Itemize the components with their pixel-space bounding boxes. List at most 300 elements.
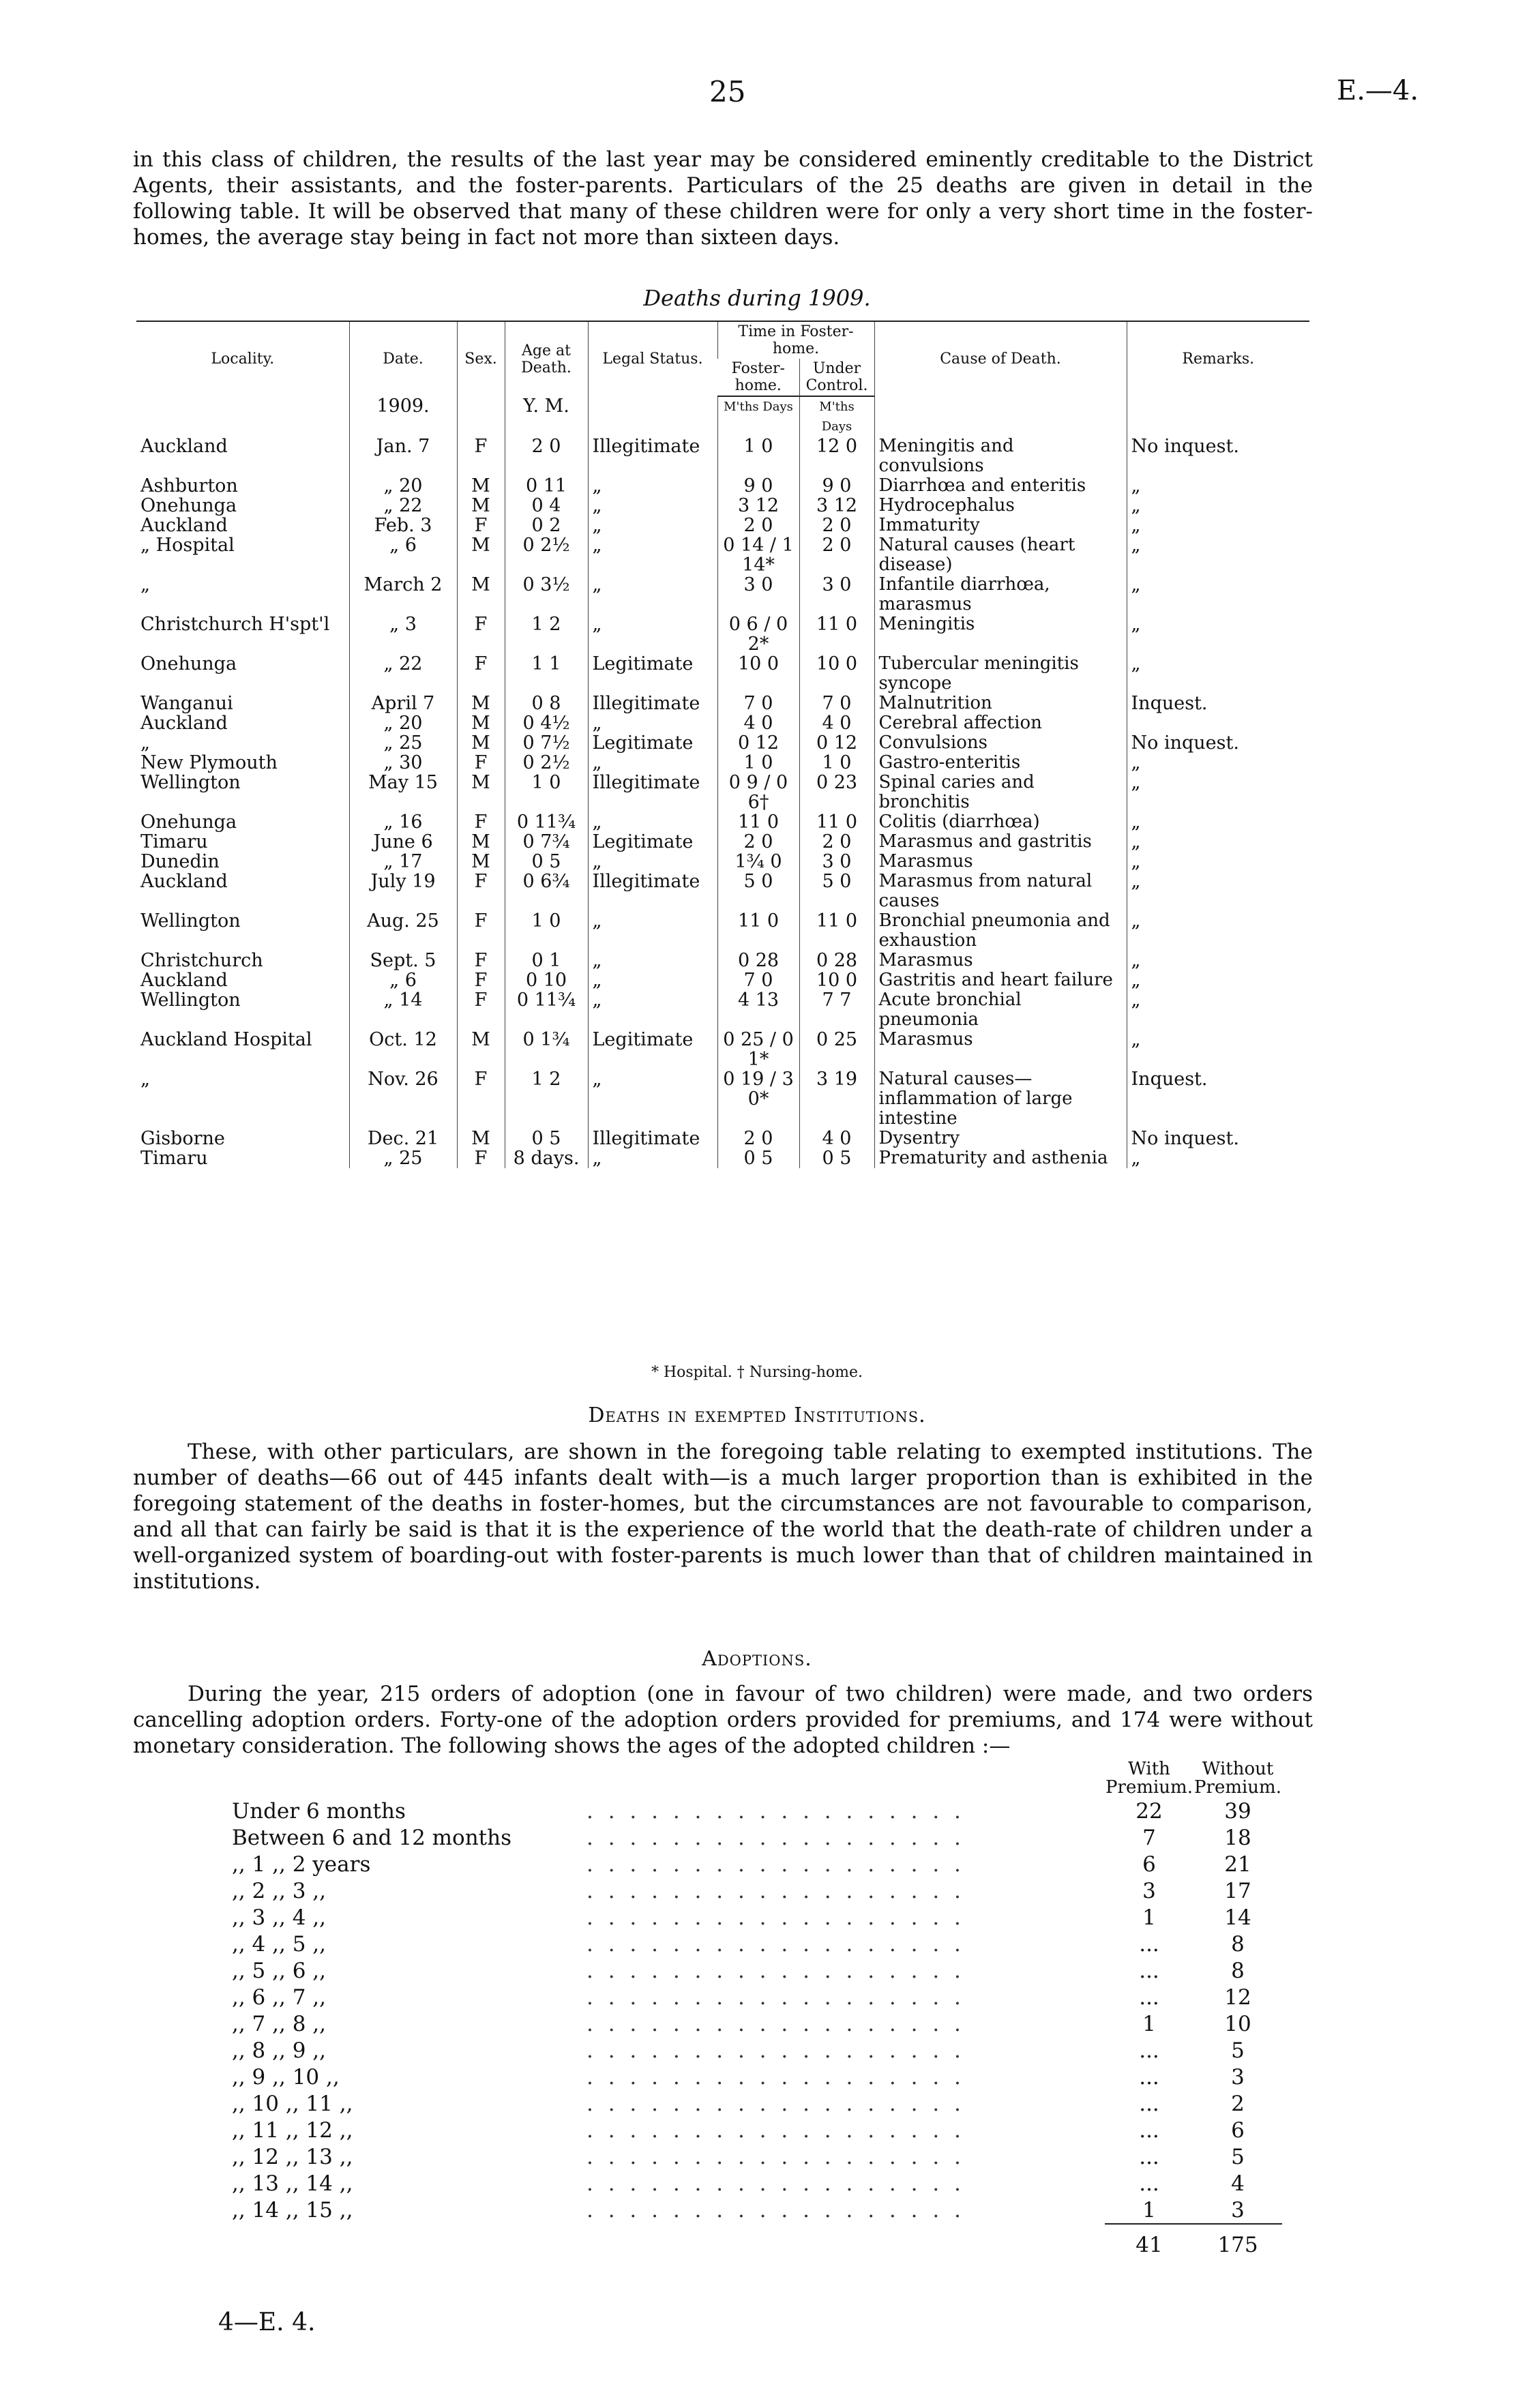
row-cause: Marasmus — [874, 1030, 1127, 1069]
without-premium-count: 14 — [1224, 1905, 1251, 1930]
row-cause: Convulsions — [874, 733, 1127, 753]
row-age: 0 2 — [505, 516, 588, 535]
row-age: 0 10 — [505, 970, 588, 990]
age-units: Y. M. — [505, 396, 588, 436]
row-age: 0 11 — [505, 476, 588, 496]
row-locality: Auckland — [140, 436, 228, 457]
row-under-control: 7 7 — [799, 990, 874, 1030]
row-remarks: „ — [1127, 852, 1309, 872]
row-sex: F — [457, 872, 505, 911]
row-legal-status: Illegitimate — [588, 694, 717, 713]
row-cause: Gastro-enteritis — [874, 753, 1127, 773]
list-item — [232, 2010, 1282, 2037]
leader-dots: . . . . . . . . . . . . . . . . . . — [587, 1878, 965, 1903]
without-premium-count: 5 — [1231, 2144, 1245, 2169]
table-row — [136, 872, 1309, 911]
row-under-control: 1 0 — [799, 753, 874, 773]
row-sex: M — [457, 773, 505, 812]
row-remarks: „ — [1127, 516, 1309, 535]
row-age: 0 5 — [505, 1129, 588, 1148]
row-sex: F — [457, 436, 505, 476]
row-age: 0 2½ — [505, 753, 588, 773]
row-foster-home: 3 12 — [717, 496, 799, 516]
row-remarks: No inquest. — [1127, 1129, 1309, 1148]
without-premium-count: 18 — [1224, 1825, 1251, 1850]
row-legal-status: „ — [588, 575, 717, 614]
table-row — [136, 773, 1309, 812]
without-premium-count: 5 — [1231, 2038, 1245, 2063]
row-legal-status: „ — [588, 476, 717, 496]
list-item — [232, 1824, 1282, 1851]
row-sex: F — [457, 911, 505, 951]
row-remarks: Inquest. — [1127, 1069, 1309, 1129]
with-premium-count: ... — [1139, 2064, 1159, 2090]
row-age: 1 0 — [505, 773, 588, 812]
header-remarks: Remarks. — [1127, 321, 1309, 396]
row-age: 0 7½ — [505, 733, 588, 753]
row-date: „ 17 — [349, 852, 457, 872]
row-locality: Dunedin — [140, 851, 220, 872]
list-item — [232, 2117, 1282, 2143]
row-under-control: 11 0 — [799, 911, 874, 951]
row-date: „ 20 — [349, 713, 457, 733]
row-date: Aug. 25 — [349, 911, 457, 951]
row-cause: Colitis (diarrhœa) — [874, 812, 1127, 832]
table-row — [136, 496, 1309, 516]
exempted-paragraph: These, with other particulars, are shown in the foregoing table relating to exempted institutions. The number of deaths—66 out of 445 infants dealt with—is a much larger proportion than is exhibited in the foregoing statement of the deaths in foster-homes, but the circumstances are not favourable to comparison, and all that can fairly be said is that it is the experience of the world that the death-rate of children under a well-organized system of boarding-out with foster-parents is much lower than that of children maintained in institutions. — [133, 1440, 1313, 1594]
row-legal-status: Illegitimate — [588, 872, 717, 911]
row-under-control: 4 0 — [799, 713, 874, 733]
row-locality: Wellington — [140, 772, 241, 793]
row-cause: Meningitis — [874, 614, 1127, 654]
leader-dots: . . . . . . . . . . . . . . . . . . — [587, 1825, 965, 1850]
row-date: „ 20 — [349, 476, 457, 496]
row-foster-home: 0 9 / 0 6† — [717, 773, 799, 812]
header-foster-home: Foster-home. — [717, 359, 799, 396]
with-premium-count: ... — [1139, 2144, 1159, 2169]
row-remarks: „ — [1127, 496, 1309, 516]
total-with-premium: 41 — [1105, 2224, 1193, 2258]
age-range-label: ,, 8 ,, 9 ,, — [232, 2038, 326, 2063]
row-remarks: No inquest. — [1127, 733, 1309, 753]
row-remarks: „ — [1127, 773, 1309, 812]
list-item — [232, 1877, 1282, 1904]
row-legal-status: Illegitimate — [588, 436, 717, 476]
leader-dots: . . . . . . . . . . . . . . . . . . — [587, 2144, 965, 2169]
row-under-control: 11 0 — [799, 614, 874, 654]
row-legal-status: „ — [588, 1069, 717, 1129]
row-under-control: 0 5 — [799, 1148, 874, 1168]
row-age: 1 0 — [505, 911, 588, 951]
row-locality: Auckland — [140, 713, 228, 734]
row-age: 1 1 — [505, 654, 588, 694]
row-foster-home: 7 0 — [717, 694, 799, 713]
row-sex: M — [457, 496, 505, 516]
table-row — [136, 970, 1309, 990]
row-date: „ 25 — [349, 1148, 457, 1168]
row-under-control: 0 12 — [799, 733, 874, 753]
row-age: 0 11¾ — [505, 812, 588, 832]
adoption-ages-body — [232, 1798, 1282, 2224]
row-sex: F — [457, 990, 505, 1030]
row-foster-home: 2 0 — [717, 832, 799, 852]
row-foster-home: 1¾ 0 — [717, 852, 799, 872]
row-locality: Auckland — [140, 871, 228, 892]
leader-dots: . . . . . . . . . . . . . . . . . . — [587, 2117, 965, 2143]
row-date: Oct. 12 — [349, 1030, 457, 1069]
row-legal-status: „ — [588, 753, 717, 773]
row-foster-home: 0 25 / 0 1* — [717, 1030, 799, 1069]
list-item — [232, 1984, 1282, 2010]
row-locality: Wellington — [140, 910, 241, 932]
age-range-label: ,, 10 ,, 11 ,, — [232, 2091, 353, 2116]
row-locality: Wanganui — [140, 693, 233, 714]
with-premium-count: ... — [1139, 2038, 1159, 2063]
row-foster-home: 1 0 — [717, 753, 799, 773]
leader-dots: . . . . . . . . . . . . . . . . . . — [587, 1931, 965, 1957]
row-legal-status: „ — [588, 614, 717, 654]
without-premium-count: 6 — [1231, 2117, 1245, 2143]
row-age: 0 4½ — [505, 713, 588, 733]
row-cause: Cerebral affection — [874, 713, 1127, 733]
row-cause: Spinal caries and bronchitis — [874, 773, 1127, 812]
row-remarks: „ — [1127, 753, 1309, 773]
row-under-control: 2 0 — [799, 832, 874, 852]
row-age: 0 2½ — [505, 535, 588, 575]
row-foster-home: 11 0 — [717, 812, 799, 832]
row-cause: Bronchial pneumonia and exhaustion — [874, 911, 1127, 951]
row-under-control: 0 23 — [799, 773, 874, 812]
row-legal-status: „ — [588, 990, 717, 1030]
row-remarks — [1127, 713, 1309, 733]
row-age: 0 3½ — [505, 575, 588, 614]
row-under-control: 4 0 — [799, 1129, 874, 1148]
table-row — [136, 812, 1309, 832]
row-locality: Auckland — [140, 970, 228, 991]
row-sex: F — [457, 1148, 505, 1168]
table-row — [136, 535, 1309, 575]
without-premium-count: 17 — [1224, 1878, 1251, 1903]
with-premium-count: ... — [1139, 2117, 1159, 2143]
row-date: „ 22 — [349, 654, 457, 694]
row-cause: Dysentry — [874, 1129, 1127, 1148]
document-reference: E.—4. — [1337, 75, 1419, 106]
without-premium-count: 39 — [1224, 1798, 1251, 1824]
with-premium-count: ... — [1139, 1958, 1159, 1983]
row-foster-home: 10 0 — [717, 654, 799, 694]
header-date: Date. — [349, 321, 457, 396]
without-premium-count: 12 — [1224, 1985, 1251, 2010]
row-locality: New Plymouth — [140, 752, 278, 773]
without-premium-count: 2 — [1231, 2091, 1245, 2116]
row-foster-home: 0 5 — [717, 1148, 799, 1168]
row-cause: Hydrocephalus — [874, 496, 1127, 516]
row-locality: Auckland — [140, 515, 228, 536]
row-sex: F — [457, 812, 505, 832]
row-age: 0 8 — [505, 694, 588, 713]
row-date: May 15 — [349, 773, 457, 812]
row-sex: M — [457, 852, 505, 872]
without-premium-count: 8 — [1231, 1958, 1245, 1983]
header-locality: Locality. — [136, 321, 349, 396]
leader-dots: . . . . . . . . . . . . . . . . . . — [587, 2198, 965, 2223]
leader-dots: . . . . . . . . . . . . . . . . . . — [587, 1798, 965, 1824]
row-remarks: „ — [1127, 872, 1309, 911]
row-sex: F — [457, 970, 505, 990]
row-date: June 6 — [349, 832, 457, 852]
row-sex: F — [457, 1069, 505, 1129]
row-locality: Christchurch — [140, 950, 263, 971]
row-age: 2 0 — [505, 436, 588, 476]
table-row — [136, 694, 1309, 713]
header-sex: Sex. — [457, 321, 505, 396]
with-premium-count: 6 — [1142, 1852, 1156, 1877]
list-item — [232, 2143, 1282, 2170]
header-without-premium: Without Premium. — [1194, 1759, 1281, 1798]
row-remarks: „ — [1127, 970, 1309, 990]
row-age: 0 11¾ — [505, 990, 588, 1030]
row-legal-status: „ — [588, 496, 717, 516]
without-premium-count: 10 — [1224, 2011, 1251, 2036]
row-locality: Auckland Hospital — [140, 1029, 312, 1050]
row-age: 0 4 — [505, 496, 588, 516]
table-row — [136, 832, 1309, 852]
table-row — [136, 753, 1309, 773]
age-range-label: ,, 13 ,, 14 ,, — [232, 2171, 353, 2196]
header-legal-status: Legal Status. — [588, 321, 717, 396]
header-with-premium: With Premium. — [1105, 1759, 1193, 1798]
table-row — [136, 476, 1309, 496]
deaths-table-body — [136, 396, 1309, 1168]
table-row — [136, 733, 1309, 753]
row-remarks: „ — [1127, 832, 1309, 852]
year-label: 1909. — [349, 396, 457, 436]
row-legal-status: „ — [588, 911, 717, 951]
row-cause: Malnutrition — [874, 694, 1127, 713]
row-legal-status: Illegitimate — [588, 773, 717, 812]
adoptions-heading: Adoptions. — [702, 1647, 812, 1671]
row-locality: „ — [140, 1069, 150, 1090]
page-number: 25 — [709, 75, 746, 108]
age-range-label: ,, 6 ,, 7 ,, — [232, 1985, 326, 2010]
list-item — [232, 1851, 1282, 1877]
row-cause: Tubercular meningitis syncope — [874, 654, 1127, 694]
with-premium-count: ... — [1139, 1931, 1159, 1957]
table-row — [136, 990, 1309, 1030]
row-foster-home: 0 19 / 3 0* — [717, 1069, 799, 1129]
months-label: M'ths — [724, 400, 759, 414]
table-row — [136, 1069, 1309, 1129]
days-label: Days — [762, 400, 793, 414]
age-range-label: Under 6 months — [232, 1798, 406, 1824]
row-date: April 7 — [349, 694, 457, 713]
table-footnote: * Hospital. † Nursing-home. — [651, 1364, 863, 1381]
age-range-label: ,, 5 ,, 6 ,, — [232, 1958, 326, 1983]
months-label: M'ths — [819, 400, 855, 414]
row-under-control: 2 0 — [799, 535, 874, 575]
leader-dots: . . . . . . . . . . . . . . . . . . — [587, 2011, 965, 2036]
row-remarks: „ — [1127, 1030, 1309, 1069]
row-locality: Onehunga — [140, 812, 237, 833]
with-premium-count: ... — [1139, 2091, 1159, 2116]
row-remarks: „ — [1127, 951, 1309, 970]
row-sex: M — [457, 575, 505, 614]
row-sex: F — [457, 753, 505, 773]
row-under-control: 10 0 — [799, 654, 874, 694]
age-range-label: ,, 12 ,, 13 ,, — [232, 2144, 353, 2169]
row-under-control: 0 28 — [799, 951, 874, 970]
with-premium-count: 3 — [1142, 1878, 1156, 1903]
row-age: 8 days. — [505, 1148, 588, 1168]
row-legal-status: Legitimate — [588, 832, 717, 852]
row-cause: Marasmus from natural causes — [874, 872, 1127, 911]
row-age: 0 5 — [505, 852, 588, 872]
row-foster-home: 0 6 / 0 2* — [717, 614, 799, 654]
days-label: Days — [821, 419, 852, 434]
row-locality: Christchurch H'spt'l — [140, 614, 330, 635]
row-under-control: 3 12 — [799, 496, 874, 516]
table-row — [136, 1148, 1309, 1168]
row-foster-home: 0 14 / 1 14* — [717, 535, 799, 575]
row-remarks: „ — [1127, 535, 1309, 575]
row-legal-status: Legitimate — [588, 733, 717, 753]
units-row — [136, 396, 1309, 436]
total-without-premium: 175 — [1193, 2224, 1282, 2258]
table-row — [136, 852, 1309, 872]
age-range-label: ,, 9 ,, 10 ,, — [232, 2064, 340, 2090]
row-foster-home: 9 0 — [717, 476, 799, 496]
age-range-label: ,, 3 ,, 4 ,, — [232, 1905, 326, 1930]
row-date: „ 14 — [349, 990, 457, 1030]
row-foster-home: 2 0 — [717, 1129, 799, 1148]
table-row — [136, 436, 1309, 476]
row-age: 0 6¾ — [505, 872, 588, 911]
row-foster-home: 7 0 — [717, 970, 799, 990]
table-row — [136, 654, 1309, 694]
row-sex: F — [457, 654, 505, 694]
table-row — [136, 1129, 1309, 1148]
row-under-control: 10 0 — [799, 970, 874, 990]
leader-dots: . . . . . . . . . . . . . . . . . . — [587, 1852, 965, 1877]
row-legal-status: „ — [588, 713, 717, 733]
row-sex: M — [457, 733, 505, 753]
row-locality: Onehunga — [140, 653, 237, 674]
row-age: 1 2 — [505, 614, 588, 654]
row-age: 1 2 — [505, 1069, 588, 1129]
table-row — [136, 575, 1309, 614]
row-remarks: „ — [1127, 614, 1309, 654]
row-foster-home: 2 0 — [717, 516, 799, 535]
page-signature: 4—E. 4. — [218, 2308, 316, 2336]
row-locality: Onehunga — [140, 495, 237, 516]
row-date: July 19 — [349, 872, 457, 911]
row-remarks: „ — [1127, 1148, 1309, 1168]
list-item — [232, 1957, 1282, 1984]
adoptions-paragraph: During the year, 215 orders of adoption (one in favour of two children) were made, and two orders cancelling adoption orders. Forty-one of the adoption orders provided for premiums, and 174 were without monetary consideration. The following shows the ages of the adopted children :— — [133, 1682, 1313, 1758]
list-item — [232, 1904, 1282, 1931]
list-item — [232, 2037, 1282, 2064]
row-date: Feb. 3 — [349, 516, 457, 535]
age-range-label: ,, 14 ,, 15 ,, — [232, 2198, 353, 2223]
table-row — [136, 614, 1309, 654]
header-cause: Cause of Death. — [874, 321, 1127, 396]
intro-paragraph: in this class of children, the results of the last year may be considered eminently creditable to the District Agents, their assistants, and the foster-parents. Particulars of the 25 deaths are given in detail in the following table. It will be observed that many of these children were for only a very short time in the foster-homes, the average stay being in fact not more than sixteen days. — [133, 147, 1313, 250]
row-legal-status: Legitimate — [588, 1030, 717, 1069]
list-item — [232, 2170, 1282, 2197]
row-under-control: 3 19 — [799, 1069, 874, 1129]
row-date: Dec. 21 — [349, 1129, 457, 1148]
deaths-table-caption: Deaths during 1909. — [643, 285, 871, 311]
header-time-in-foster-home: Time in Foster-home. — [717, 321, 874, 359]
row-date: „ 30 — [349, 753, 457, 773]
row-remarks: „ — [1127, 654, 1309, 694]
list-item — [232, 2064, 1282, 2090]
row-sex: M — [457, 832, 505, 852]
row-date: „ 22 — [349, 496, 457, 516]
row-cause: Infantile diarrhœa, marasmus — [874, 575, 1127, 614]
row-remarks: „ — [1127, 812, 1309, 832]
row-age: 0 1¾ — [505, 1030, 588, 1069]
row-age: 0 7¾ — [505, 832, 588, 852]
row-under-control: 11 0 — [799, 812, 874, 832]
with-premium-count: ... — [1139, 1985, 1159, 2010]
table-row — [136, 516, 1309, 535]
with-premium-count: 1 — [1142, 2011, 1156, 2036]
row-date: March 2 — [349, 575, 457, 614]
age-range-label: ,, 4 ,, 5 ,, — [232, 1931, 326, 1957]
row-locality: Wellington — [140, 990, 241, 1011]
row-cause: Diarrhœa and enteritis — [874, 476, 1127, 496]
row-legal-status: „ — [588, 852, 717, 872]
list-item — [232, 1931, 1282, 1957]
row-under-control: 2 0 — [799, 516, 874, 535]
row-locality: Ashburton — [140, 475, 238, 496]
leader-dots: . . . . . . . . . . . . . . . . . . — [587, 2038, 965, 2063]
row-date: Sept. 5 — [349, 951, 457, 970]
row-sex: F — [457, 614, 505, 654]
row-under-control: 9 0 — [799, 476, 874, 496]
row-foster-home: 1 0 — [717, 436, 799, 476]
header-under-control: Under Control. — [799, 359, 874, 396]
leader-dots: . . . . . . . . . . . . . . . . . . — [587, 2171, 965, 2196]
row-foster-home: 11 0 — [717, 911, 799, 951]
age-range-label: ,, 1 ,, 2 years — [232, 1852, 371, 1877]
header-age: Age at Death. — [505, 321, 588, 396]
without-premium-count: 8 — [1231, 1931, 1245, 1957]
row-under-control: 3 0 — [799, 852, 874, 872]
row-cause: Marasmus — [874, 951, 1127, 970]
row-remarks: „ — [1127, 990, 1309, 1030]
age-range-label: Between 6 and 12 months — [232, 1825, 512, 1850]
row-sex: F — [457, 516, 505, 535]
leader-dots: . . . . . . . . . . . . . . . . . . — [587, 2064, 965, 2090]
row-remarks: „ — [1127, 575, 1309, 614]
row-date: „ 25 — [349, 733, 457, 753]
row-foster-home: 3 0 — [717, 575, 799, 614]
row-legal-status: „ — [588, 1148, 717, 1168]
without-premium-count: 3 — [1231, 2064, 1245, 2090]
row-sex: F — [457, 951, 505, 970]
row-foster-home: 4 13 — [717, 990, 799, 1030]
exempted-heading: Deaths in exempted Institutions. — [588, 1403, 926, 1427]
row-foster-home: 4 0 — [717, 713, 799, 733]
row-date: „ 3 — [349, 614, 457, 654]
row-legal-status: „ — [588, 516, 717, 535]
list-item — [232, 2090, 1282, 2117]
row-locality: „ — [140, 732, 150, 754]
row-remarks: „ — [1127, 911, 1309, 951]
without-premium-count: 21 — [1224, 1852, 1251, 1877]
